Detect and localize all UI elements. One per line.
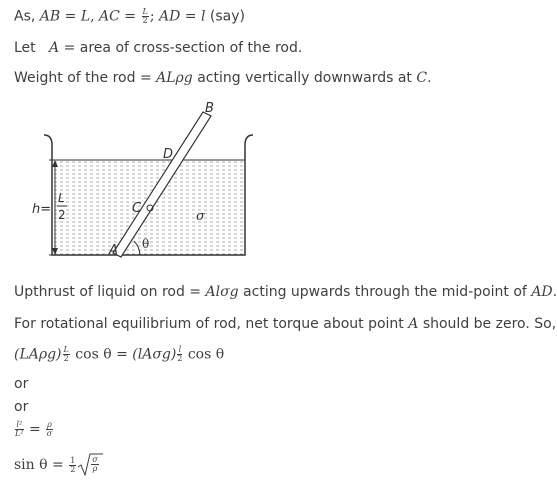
fraction-denominator: L² (15, 429, 24, 438)
text: . (552, 284, 557, 300)
square-root (77, 452, 103, 478)
math-expr: cos θ (183, 346, 225, 363)
math-eq: = (24, 421, 46, 438)
text: For rotational equilibrium of rod, net torque about point (14, 316, 409, 332)
math-C: C (416, 70, 428, 86)
label-D: D (163, 147, 174, 162)
fraction-numerator: l² (16, 420, 23, 429)
line-equilibrium (14, 316, 556, 332)
equation-torque (14, 346, 224, 363)
math-ad: AD (158, 8, 181, 25)
text: Weight of the rod = (14, 70, 157, 86)
math-expr: cos θ = (70, 346, 133, 363)
fraction-rho-over-sigma (46, 421, 53, 438)
math-expr: sin θ = (14, 457, 69, 473)
math-ab: AB (39, 8, 61, 25)
fraction-L-over-2 (142, 8, 149, 25)
fraction-denominator: 2 (177, 354, 183, 363)
math-eq: = (60, 8, 81, 25)
line-upthrust (14, 284, 557, 300)
text: = area of cross-section of the rod. (59, 40, 303, 56)
text: Upthrust of liquid on rod = (14, 284, 206, 300)
label-B: B (205, 101, 214, 116)
fraction-numerator: l (178, 345, 182, 354)
math-A: A (49, 40, 60, 56)
fraction-half (69, 457, 76, 474)
text: As, (14, 8, 40, 25)
math-A: A (408, 316, 419, 332)
math-upthrust-expr: Alσg (205, 284, 239, 300)
label-theta: θ (142, 237, 150, 251)
text: Let (14, 40, 36, 56)
fraction-numerator: L (63, 345, 69, 354)
math-eq: = (180, 8, 201, 25)
rod-in-liquid-diagram (30, 100, 260, 265)
math-l: l (200, 8, 206, 25)
label-A: A (109, 243, 118, 258)
line-definitions (14, 8, 245, 25)
fraction-numerator: σ (92, 455, 98, 464)
label-C: C (132, 201, 142, 216)
label-h-den: 2 (58, 208, 66, 222)
math-semicolon: ; (149, 8, 159, 25)
fraction-sigma-over-rho (91, 456, 98, 473)
fraction-denominator: 2 (70, 464, 76, 474)
label-h: h= (32, 202, 52, 217)
equation-sin-theta (14, 452, 103, 478)
sqrt-sign-icon (77, 452, 103, 478)
label-h-num: L (58, 191, 65, 205)
or-text-1: or (14, 376, 29, 392)
fraction-denominator: 2 (142, 16, 148, 25)
or-text-2: or (14, 399, 29, 415)
line-weight (14, 70, 432, 86)
fraction-denominator: 2 (63, 354, 69, 363)
math-expr: (lAσg) (132, 346, 177, 363)
text: (say) (205, 8, 245, 25)
math-ac: AC (99, 8, 120, 25)
fraction-numerator: ρ (47, 420, 52, 429)
fraction (63, 346, 70, 363)
equation-ratio (14, 421, 54, 438)
line-let-area (14, 40, 302, 56)
text: acting vertically downwards at (192, 70, 417, 86)
text: acting upwards through the mid-point of (238, 284, 532, 300)
math-eq: = (119, 8, 141, 25)
fraction (177, 346, 182, 363)
math-comma: , (90, 8, 100, 25)
fraction-numerator: 1 (70, 455, 76, 465)
text: should be zero. So, (418, 316, 557, 332)
fraction-denominator: ρ (92, 464, 98, 473)
math-weight-expr: ALρg (156, 70, 193, 86)
fraction-l2-over-L2 (15, 421, 24, 438)
label-sigma: σ (196, 209, 205, 224)
fraction-numerator: L (142, 7, 148, 16)
text: . (427, 70, 432, 86)
math-expr: (LAρg) (14, 346, 62, 363)
fraction-denominator: σ (46, 429, 53, 438)
math-L: L (80, 8, 91, 25)
math-AD: AD (531, 284, 553, 300)
